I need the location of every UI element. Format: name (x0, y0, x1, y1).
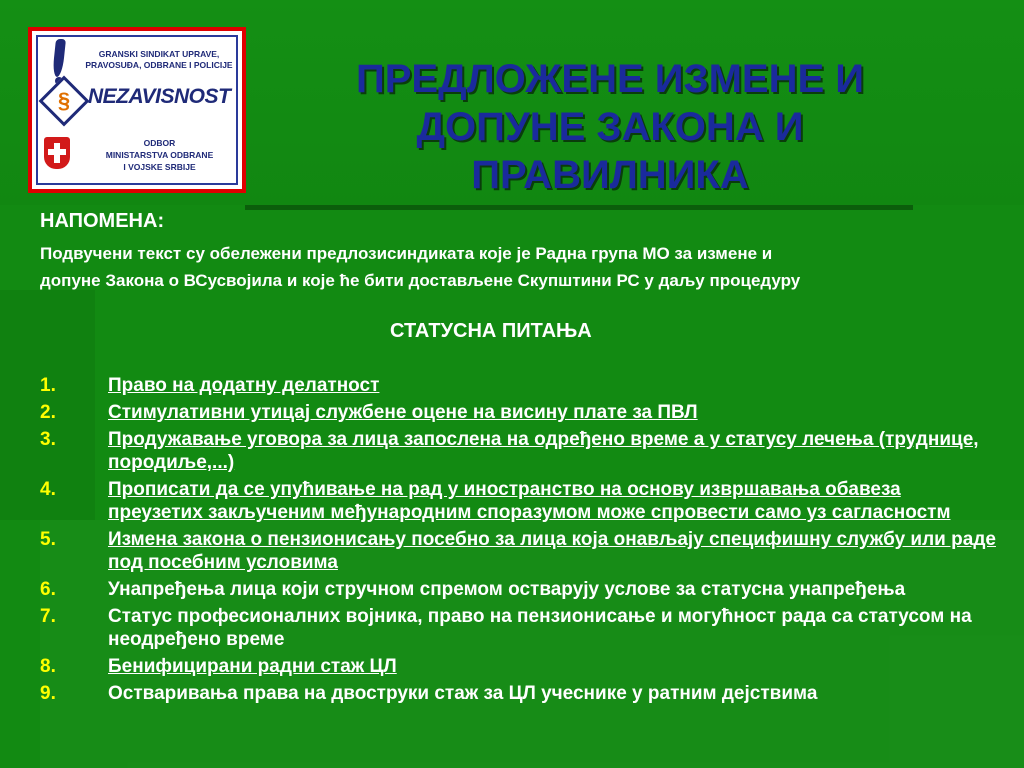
paragraph-mark-icon: § (57, 88, 71, 113)
page-title: ПРЕДЛОЖЕНЕ ИЗМЕНЕ И ДОПУНЕ ЗАКОНА И ПРАВИЛНИКА (355, 57, 864, 197)
list-item-number: 5. (40, 529, 56, 550)
list-item (40, 605, 1000, 651)
note-label: НАПОМЕНА: (40, 210, 165, 232)
list-item-number: 1. (40, 375, 56, 396)
list-item-text: Стимулативни утицај службене оцене на висину плате за ПВЛ (108, 402, 698, 423)
list-item (40, 682, 1000, 705)
list-item (40, 578, 1000, 601)
list-item-text: Бенифицирани радни стаж ЦЛ (108, 656, 397, 677)
list-item (40, 401, 1000, 424)
list-item-number: 4. (40, 479, 56, 500)
list-item-number: 9. (40, 683, 56, 704)
list-item-text: Унапређења лица који стручном спремом остварују услове за статусна унапређења (108, 579, 906, 600)
list-item-number: 8. (40, 656, 56, 677)
list-item (40, 374, 1000, 397)
list-item-text: Статус професионалних војника, право на пензионисање и могућност рада са статусом на неодређено време (108, 606, 972, 650)
logo-top-text: GRANSKI SINDIKAT UPRAVE, PRAVOSUĐA, ODBRANE I POLICIJE (85, 49, 233, 70)
logo-bottom-text: ODBOR MINISTARSTVA ODBRANE I VOJSKE SRBIJE (105, 138, 214, 172)
list-item (40, 655, 1000, 678)
list-item-number: 6. (40, 579, 56, 600)
list-item-text: Продужавање уговора за лица запослена на одређено време а у статусу лечења (труднице, породиље,...) (108, 429, 979, 473)
note-text: Подвучени текст су обележени предлозисиндиката које је Радна група МО за измене и допуне Закона о ВСусвојила и које ће бити достављене Скупштини РС у даљу процедуру (40, 244, 801, 290)
list-item-text: Прописати да се упућивање на рад у иностранство на основу извршавања обавеза преузетих закљученим међународним споразумом може спровести само уз сагласностм (108, 479, 951, 523)
union-logo (28, 27, 246, 193)
list-item (40, 428, 1000, 474)
status-issues-list (40, 374, 1000, 709)
list-item-text: Право на додатну делатност (108, 375, 380, 396)
crest-cross-horizontal (48, 149, 66, 155)
list-item-number: 2. (40, 402, 56, 423)
section-heading: СТАТУСНА ПИТАЊА (390, 320, 592, 342)
list-item (40, 528, 1000, 574)
header-divider (245, 205, 913, 210)
list-item-number: 3. (40, 429, 56, 450)
logo-brand: NEZAVISNOST (88, 85, 231, 108)
list-item-text: Измена закона о пензионисању посебно за лица која онављају специфишну службу или раде под посебним условима (108, 529, 996, 573)
list-item (40, 478, 1000, 524)
list-item-number: 7. (40, 606, 56, 627)
list-item-text: Остваривања права на двоструки стаж за ЦЛ учеснике у ратним дејствима (108, 683, 818, 704)
